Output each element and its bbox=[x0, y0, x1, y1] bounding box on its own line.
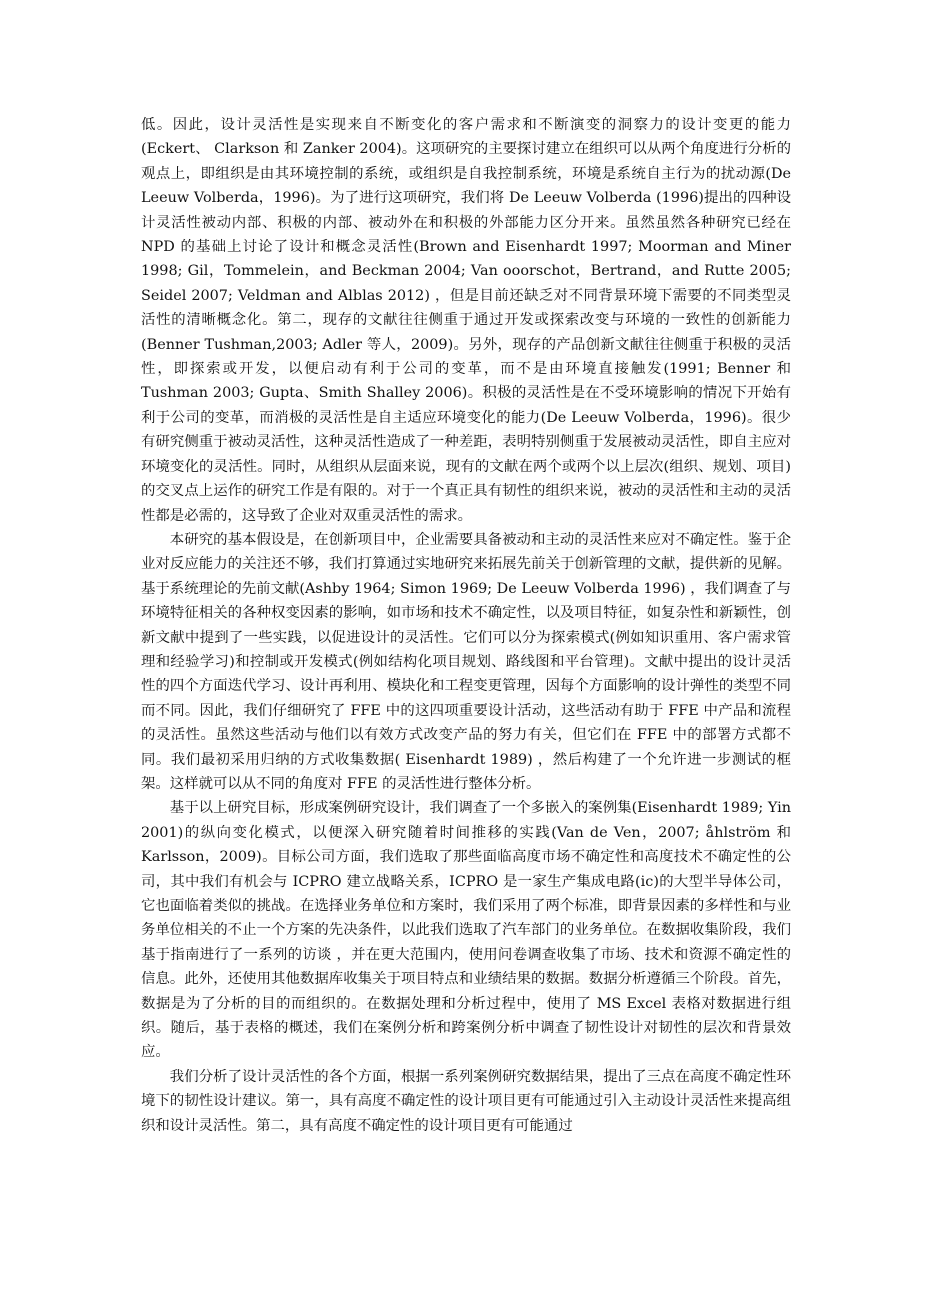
paragraph-3: 基于以上研究目标，形成案例研究设计，我们调查了一个多嵌入的案例集(Eisenhardt 1989; Yin 2001)的纵向变化模式，以便深入研究随着时间推移的实践(Van de Ven，2007; åhlström 和 Karlsson，2009)。目标公司方面，我们选取了那些面临高度市场不确定性和高度技术不确定性的公司，其中我们有机会与 ICPRO 建立战略关系，ICPRO 是一家生产集成电路(ic)的大型半导体公司，它也面临着类似的挑战。在选择业务单位和方案时，我们采用了两个标准，即背景因素的多样性和与业务单位相关的不止一个方案的先决条件，以此我们选取了汽车部门的业务单位。在数据收集阶段，我们基于指南进行了一系列的访谈 ，并在更大范围内，使用问卷调查收集了市场、技术和资源不确定性的信息。此外，还使用其他数据库收集关于项目特点和业绩结果的数据。数据分析遵循三个阶段。首先，数据是为了分析的目的而组织的。在数据处理和分析过程中，使用了 MS Excel 表格对数据进行组织。随后，基于表格的概述，我们在案例分析和跨案例分析中调查了韧性设计对韧性的层次和背景效应。 bbox=[141, 800, 791, 1061]
paragraph-1: 低。因此，设计灵活性是实现来自不断变化的客户需求和不断演变的洞察力的设计变更的能力(Eckert、 Clarkson 和 Zanker 2004)。这项研究的主要探讨建立在组织可以从两个角度进行分析的观点上，即组织是由其环境控制的系统，或组织是自我控制系统，环境是系统自主行为的扰动源(De Leeuw Volberda，1996)。为了进行这项研究，我们将 De Leeuw Volberda (1996)提出的四种设计灵活性被动内部、积极的内部、被动外在和积极的外部能力区分开来。虽然虽然各种研究已经在 NPD 的基础上讨论了设计和概念灵活性(Brown and Eisenhardt 1997; Moorman and Miner 1998; Gil，Tommelein，and Beckman 2004; Van ooorschot，Bertrand，and Rutte 2005; Seidel 2007; Veldman and Alblas 2012) ，但是目前还缺乏对不同背景环境下需要的不同类型灵活性的清晰概念化。第二，现存的文献往往侧重于通过开发或探索改变与环境的一致性的创新能力(Benner Tushman,2003; Adler 等人，2009)。另外，现存的产品创新文献往往侧重于积极的灵活性，即探索或开发，以便启动有利于公司的变革，而不是由环境直接触发(1991; Benner 和 Tushman 2003; Gupta、Smith Shalley 2006)。积极的灵活性是在不受环境影响的情况下开始有利于公司的变革，而消极的灵活性是自主适应环境变化的能力(De Leeuw Volberda，1996)。很少有研究侧重于被动灵活性，这种灵活性造成了一种差距，表明特别侧重于发展被动灵活性，即自主应对环境变化的灵活性。同时，从组织从层面来说，现有的文献在两个或两个以上层次(组织、规划、项目)的交叉点上运作的研究工作是有限的。对于一个真正具有韧性的组织来说，被动的灵活性和主动的灵活性都是必需的，这导致了企业对双重灵活性的需求。 bbox=[141, 117, 791, 524]
paragraph-2: 本研究的基本假设是，在创新项目中，企业需要具备被动和主动的灵活性来应对不确定性。鉴于企业对反应能力的关注还不够，我们打算通过实地研究来拓展先前关于创新管理的文献，提供新的见解。基于系统理论的先前文献(Ashby 1964; Simon 1969; De Leeuw Volberda 1996) ，我们调查了与环境特征相关的各种权变因素的影响，如市场和技术不确定性，以及项目特征，如复杂性和新颖性，创新文献中提到了一些实践，以促进设计的灵活性。它们可以分为探索模式(例如知识重用、客户需求管理和经验学习)和控制或开发模式(例如结构化项目规划、路线图和平台管理)。文献中提出的设计灵活性的四个方面迭代学习、设计再利用、模块化和工程变更管理，因每个方面影响的设计弹性的类型不同而不同。因此，我们仔细研究了 FFE 中的这四项重要设计活动，这些活动有助于 FFE 中产品和流程的灵活性。虽然这些活动与他们以有效方式改变产品的努力有关，但它们在 FFE 中的部署方式都不同。我们最初采用归纳的方式收集数据( Eisenhardt 1989) ，然后构建了一个允许进一步测试的框架。这样就可以从不同的角度对 FFE 的灵活性进行整体分析。 bbox=[141, 531, 791, 792]
paragraph-4: 我们分析了设计灵活性的各个方面，根据一系列案例研究数据结果，提出了三点在高度不确定性环境下的韧性设计建议。第一，具有高度不确定性的设计项目更有可能通过引入主动设计灵活性来提高组织和设计灵活性。第二，具有高度不确定性的设计项目更有可能通过 bbox=[141, 1068, 791, 1134]
document-body bbox=[141, 113, 791, 1138]
